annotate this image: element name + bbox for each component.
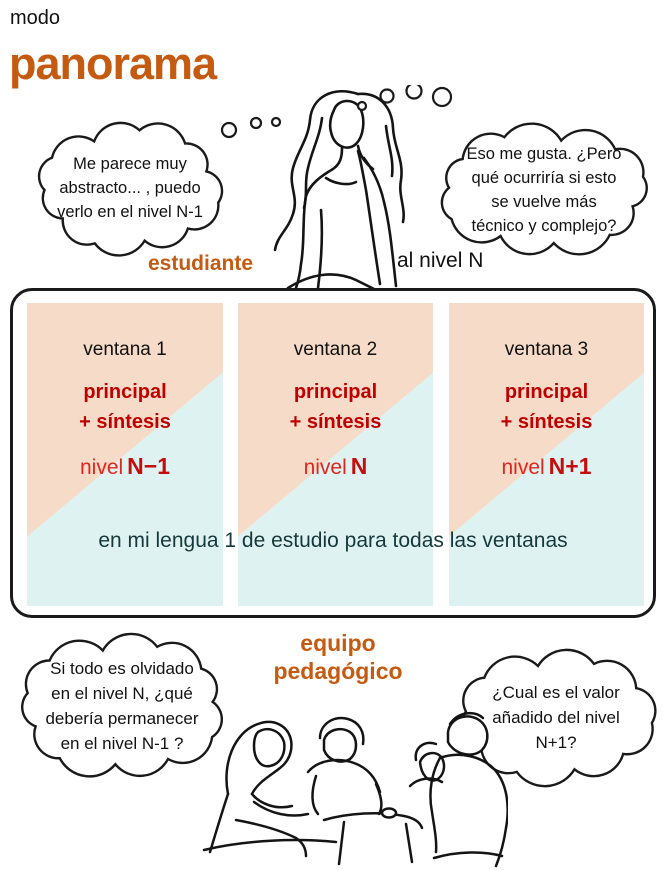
window-panel-3 <box>449 303 644 606</box>
thought-dot-icon <box>272 118 280 126</box>
thought-dot-icon <box>381 90 394 103</box>
thought-dot-icon <box>433 88 451 106</box>
thought-line: se vuelve más <box>491 193 597 211</box>
window-content-line: + síntesis <box>500 411 593 433</box>
thought-line: ¿Cual es el valor <box>492 683 620 702</box>
student-label: estudiante <box>148 252 254 275</box>
thought-line: verlo en el nivel N-1 <box>57 203 203 221</box>
window-content-line: principal <box>293 381 378 403</box>
window-panel-1 <box>27 303 223 606</box>
window-title: ventana 3 <box>504 339 589 360</box>
thought-line: Me parece muy <box>73 155 187 173</box>
window-content-line: principal <box>83 381 167 403</box>
team-label: equipo pedagógico <box>273 630 403 684</box>
window-title: ventana 1 <box>83 339 167 360</box>
window-level: nivel N+1 <box>501 453 592 479</box>
window-content-line: principal <box>504 381 589 403</box>
thought-line: en el nivel N, ¿qué <box>51 684 193 703</box>
team-illustration <box>196 700 508 868</box>
window-content-line: + síntesis <box>79 411 171 433</box>
window-title: ventana 2 <box>293 339 378 360</box>
thought-line: técnico y complejo? <box>471 217 617 235</box>
thought-line: añadido del nivel <box>492 708 620 727</box>
thought-line: debería permanecer <box>45 709 199 728</box>
thought-line: Si todo es olvidado <box>50 659 194 678</box>
student-right-thought-bubble <box>424 120 664 260</box>
page-title: panorama <box>9 38 217 89</box>
mode-label: modo <box>10 7 61 29</box>
language-caption: en mi lengua 1 de estudio para todas las ventanas <box>98 529 568 552</box>
thought-line: qué ocurriría si esto <box>471 169 617 187</box>
student-left-thought-bubble <box>22 112 238 264</box>
thought-line: en el nivel N-1 ? <box>60 734 184 753</box>
window-content-line: + síntesis <box>289 411 382 433</box>
thought-dot-icon <box>251 118 261 128</box>
level-note: al nivel N <box>397 249 484 272</box>
thought-line: Eso me gusta. ¿Pero <box>466 145 622 163</box>
window-panel-2 <box>238 303 433 606</box>
windows-container <box>10 288 656 618</box>
thought-dot-icon <box>407 85 422 99</box>
window-level: nivel N−1 <box>79 453 171 479</box>
thought-line: abstracto... , puedo <box>59 179 201 197</box>
thought-dot-icon <box>358 102 366 110</box>
window-level: nivel N <box>303 453 368 479</box>
thought-line: N+1? <box>535 733 577 752</box>
